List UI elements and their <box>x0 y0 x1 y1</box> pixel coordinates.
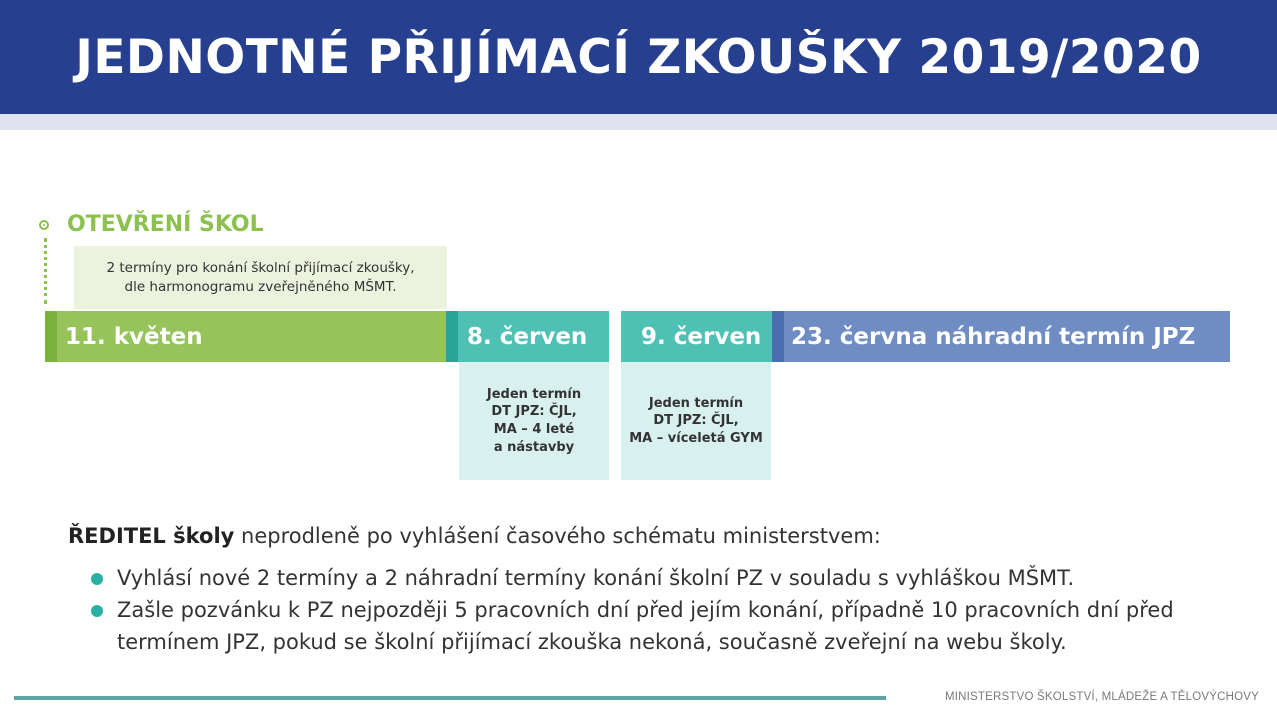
timeline-june23-label: 23. června náhradní termín JPZ <box>791 323 1196 350</box>
timeline-may <box>45 311 446 362</box>
opening-note-line: dle harmonogramu zveřejněného MŠMT. <box>124 278 397 295</box>
bullet-dot-icon <box>91 605 103 617</box>
footer-line <box>14 696 886 700</box>
detail-line: Jeden termín <box>486 386 582 402</box>
timeline-june9-label: 9. červen <box>641 323 762 350</box>
director-rest: neprodleně po vyhlášení časového schématu ministerstvem: <box>234 524 881 548</box>
detail-line: MA – 4 leté <box>493 422 575 437</box>
timeline-june9 <box>609 311 772 362</box>
timeline-june8-label: 8. červen <box>467 323 588 350</box>
detail-line: a nástavby <box>493 439 575 455</box>
director-bold: ŘEDITEL školy <box>68 524 235 548</box>
segment-accent <box>772 311 784 362</box>
timeline-may-label: 11. květen <box>65 323 203 350</box>
detail-line: MA – víceletá GYM <box>629 430 763 446</box>
dotted-connector <box>44 238 47 304</box>
segment-accent <box>45 311 57 362</box>
title-banner <box>0 0 1277 114</box>
detail-line: DT JPZ: ČJL, <box>491 404 577 420</box>
detail-line: Jeden termín <box>648 395 744 411</box>
detail-line: DT JPZ: ČJL, <box>653 413 739 429</box>
list-item <box>91 594 1221 658</box>
page-title: JEDNOTNÉ PŘIJÍMACÍ ZKOUŠKY 2019/2020 <box>75 29 1202 85</box>
list-item-text: Zašle pozvánku k PZ nejpozději 5 pracovních dní před jejím konání, případně 10 pracovních dní před termínem JPZ, pokud se školní přijímací zkouška nekoná, současně zveřejní na webu školy. <box>117 598 1174 654</box>
bullet-dot-icon <box>91 573 103 585</box>
list-item-text: Vyhlásí nové 2 termíny a 2 náhradní termíny konání školní PZ v souladu s vyhláškou MŠMT. <box>117 566 1075 590</box>
june8-detail-box <box>459 362 609 480</box>
director-statement <box>68 524 881 548</box>
director-duties-list <box>91 562 1221 658</box>
opening-title: OTEVŘENÍ ŠKOL <box>67 212 264 237</box>
target-icon <box>39 220 49 230</box>
footer-ministry: MINISTERSTVO ŠKOLSTVÍ, MLÁDEŽE A TĚLOVÝCHOVY <box>944 691 1259 703</box>
header-underbar <box>0 114 1277 130</box>
timeline-june8 <box>446 311 609 362</box>
opening-note-line: 2 termíny pro konání školní přijímací zkoušky, <box>106 260 415 277</box>
opening-note <box>74 246 447 309</box>
segment-accent <box>446 311 458 362</box>
june9-detail-box <box>621 362 771 480</box>
list-item <box>91 562 1221 594</box>
timeline-june23 <box>772 311 1230 362</box>
